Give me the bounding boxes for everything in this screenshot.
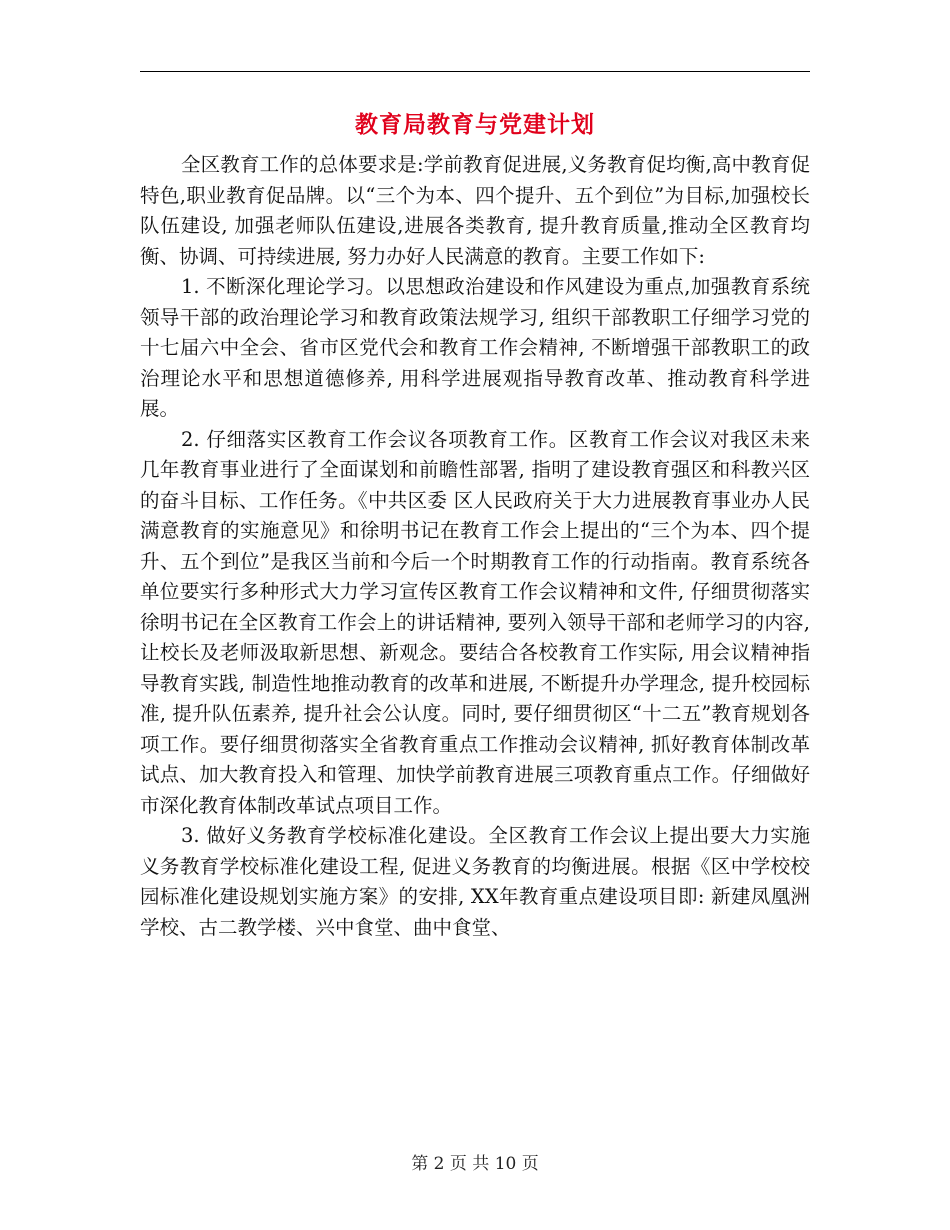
document-title: 教育局教育与党建计划 bbox=[355, 111, 595, 138]
paragraph-item-3: 3. 做好义务教育学校标准化建设。全区教育工作会议上提出要大力实施义务教育学校标准化建设工程, 促进义务教育的均衡进展。根据《区中学校校园标准化建设规划实施方案》的安排, XX年教育重点建设项目即: 新建凤凰洲学校、古二教学楼、兴中食堂、曲中食堂、 bbox=[140, 824, 810, 939]
document-body bbox=[140, 150, 810, 943]
intro-paragraph: 全区教育工作的总体要求是:学前教育促进展,义务教育促均衡,高中教育促特色,职业教育促品牌。以“三个为本、四个提升、五个到位”为目标,加强校长队伍建设, 加强老师队伍建设,进展各类教育, 提升教育质量,推动全区教育均衡、协调、可持续进展, 努力办好人民满意的教育。主要工作如下: bbox=[140, 153, 810, 268]
header-rule bbox=[140, 71, 810, 72]
paragraph-item-1: 1. 不断深化理论学习。以思想政治建设和作风建设为重点,加强教育系统领导干部的政治理论学习和教育政策法规学习, 组织干部教职工仔细学习党的十七届六中全会、省市区党代会和教育工作会精神, 不断增强干部教职工的政治理论水平和思想道德修养, 用科学进展观指导教育改革、推动教育科学进展。 bbox=[140, 275, 810, 420]
page-number-footer: 第 2 页 共 10 页 bbox=[411, 1154, 539, 1174]
paragraph-item-2: 2. 仔细落实区教育工作会议各项教育工作。区教育工作会议对我区未来几年教育事业进行了全面谋划和前瞻性部署, 指明了建设教育强区和科教兴区的奋斗目标、工作任务。《中共区委 区人民政府关于大力进展教育事业办人民满意教育的实施意见》和徐明书记在教育工作会上提出的“三个为本、四个提升、五个到位”是我区当前和今后一个时期教育工作的行动指南。教育系统各单位要实行多种形式大力学习宣传区教育工作会议精神和文件, 仔细贯彻落实徐明书记在全区教育工作会上的讲话精神, 要列入领导干部和老师学习的内容, 让校长及老师汲取新思想、新观念。要结合各校教育工作实际, 用会议精神指导教育实践, 制造性地推动教育的改革和进展, 不断提升办学理念, 提升校园标准, 提升队伍素养, 提升社会公认度。同时, 要仔细贯彻区“十二五”教育规划各项工作。要仔细贯彻落实全省教育重点工作推动会议精神, 抓好教育体制改革试点、加大教育投入和管理、加快学前教育进展三项教育重点工作。仔细做好市深化教育体制改革试点项目工作。 bbox=[140, 427, 810, 817]
